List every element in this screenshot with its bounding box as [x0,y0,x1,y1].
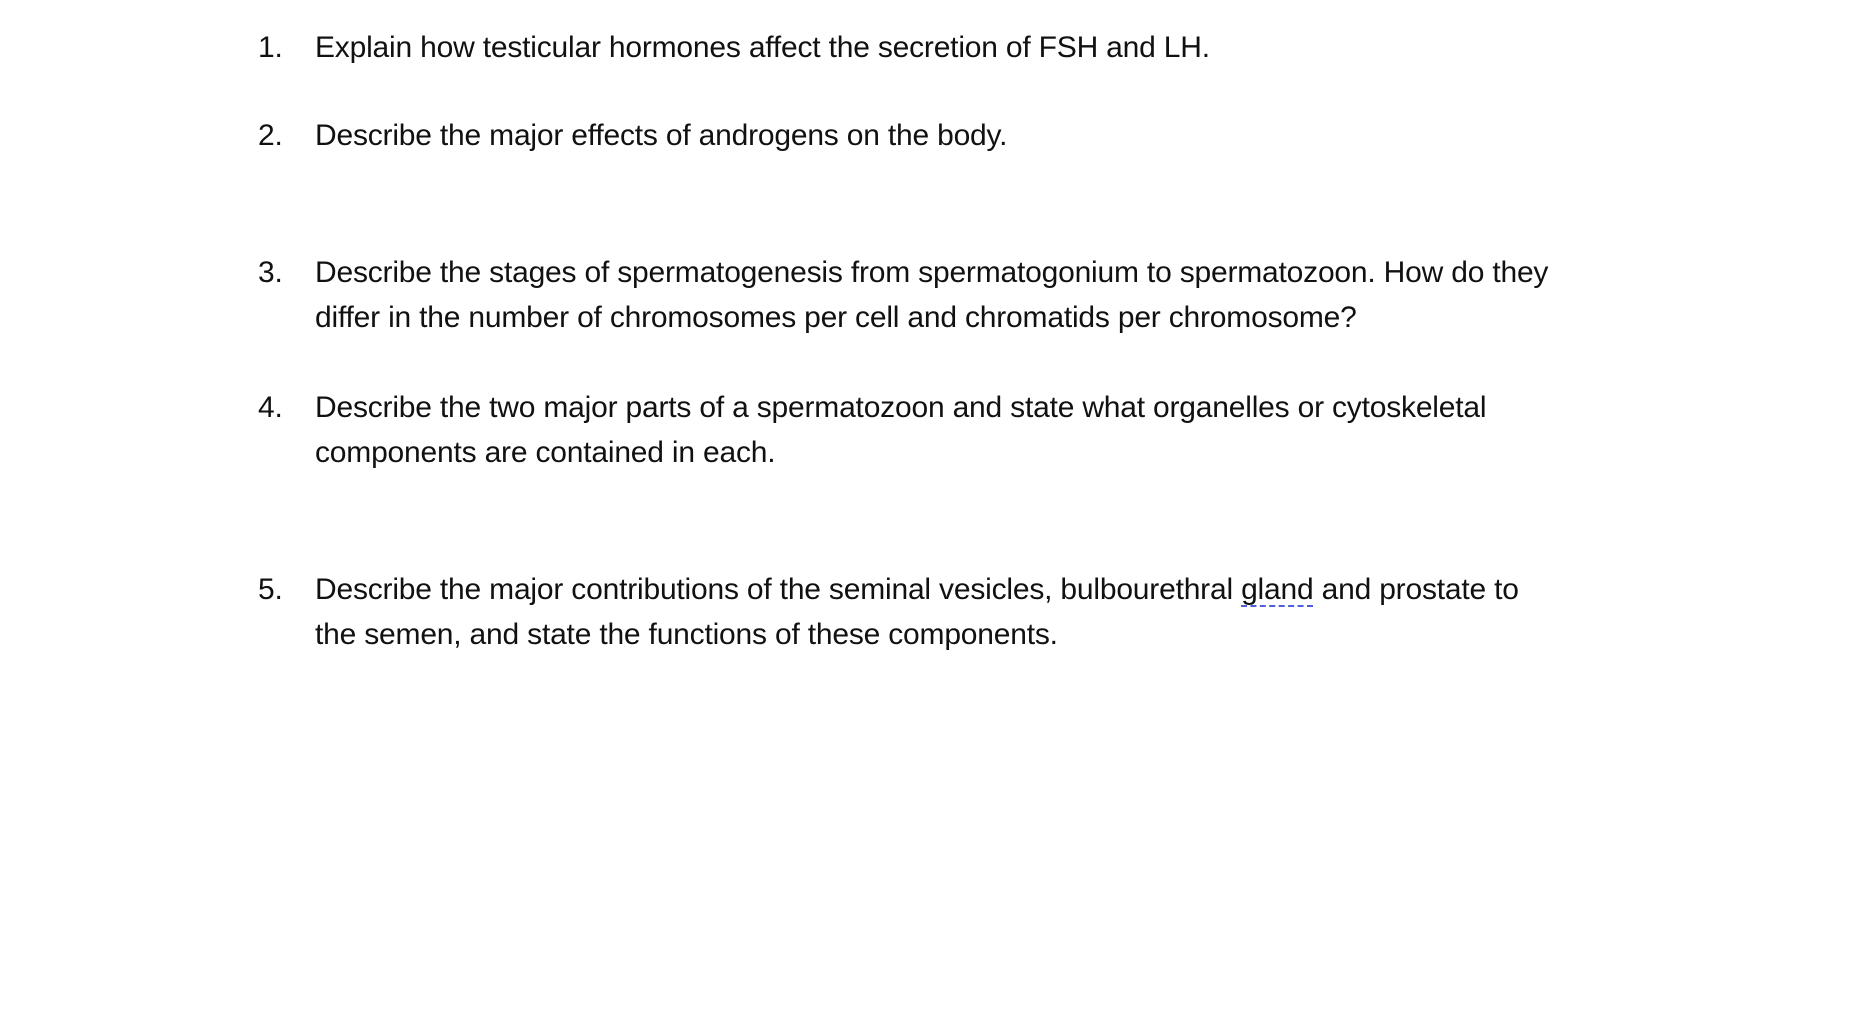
question-number: 3. [258,256,283,289]
text-segment: and prostate to [1313,573,1519,606]
text-segment: Describe the major contributions of the seminal vesicles, bulbourethral [315,573,1242,606]
question-text-line [315,567,1645,612]
question-number: 4. [258,391,283,424]
question-text-line: Describe the major effects of androgens on the body. [315,119,1008,152]
question-text [315,113,1645,158]
question-text-line: Describe the two major parts of a spermatozoon and state what organelles or cytoskeletal [315,391,1487,424]
question-text-line: Describe the stages of spermatogenesis from spermatogonium to spermatozoon. How do they [315,256,1549,289]
question-text [315,385,1645,475]
question-text-line: Explain how testicular hormones affect the secretion of FSH and LH. [315,31,1210,64]
question-text [315,567,1645,657]
question-text [315,25,1645,70]
question-number: 2. [258,119,283,152]
question-text-line: differ in the number of chromosomes per cell and chromatids per chromosome? [315,301,1357,334]
question-text-line: components are contained in each. [315,436,776,469]
question-text [315,250,1645,340]
question-text-line: the semen, and state the functions of these components. [315,618,1058,651]
spellcheck-flagged-word[interactable]: gland [1241,573,1314,606]
question-number: 5. [258,573,283,606]
question-number: 1. [258,31,283,64]
